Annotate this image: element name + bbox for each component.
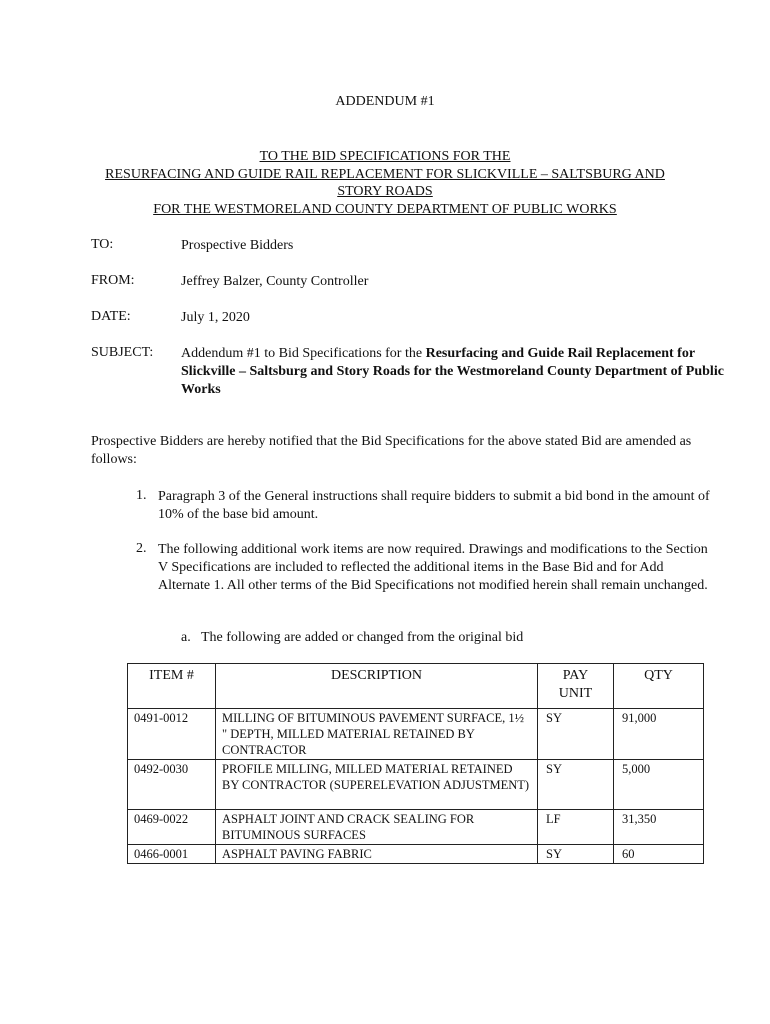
- cell-item: 0491-0012: [128, 709, 216, 760]
- cell-pay-unit: SY: [538, 845, 614, 864]
- table-row: [128, 709, 704, 760]
- subject-value: [181, 345, 726, 399]
- cell-item: 0492-0030: [128, 760, 216, 810]
- list-item-text: The following additional work items are now required. Drawings and modifications to the Section V Specifications are included to reflected the additional items in the Base Bid and for Add Alternate 1. All other terms of the Bid Specifications not modified herein shall remain unchanged.: [158, 542, 708, 593]
- cell-pay-unit: SY: [538, 760, 614, 810]
- header-pay-unit: [538, 664, 614, 709]
- intro-paragraph: Prospective Bidders are hereby notified that the Bid Specifications for the above stated Bid are amended as follows:: [91, 434, 692, 467]
- cell-item: 0469-0022: [128, 810, 216, 845]
- cell-description: ASPHALT JOINT AND CRACK SEALING FOR BITUMINOUS SURFACES: [216, 810, 538, 845]
- sub-item-text: The following are added or changed from the original bid: [200, 630, 524, 645]
- table-row: [128, 810, 704, 845]
- table-header-row: [128, 664, 704, 709]
- cell-pay-unit: SY: [538, 709, 614, 760]
- header-pay-unit-line1: PAY: [562, 668, 589, 683]
- document-heading: [0, 148, 770, 218]
- header-pay-unit-line2: UNIT: [558, 686, 593, 701]
- header-description: DESCRIPTION: [216, 664, 538, 709]
- heading-line: TO THE BID SPECIFICATIONS FOR THE: [259, 149, 511, 164]
- document-title: ADDENDUM #1: [335, 94, 435, 109]
- date-value: July 1, 2020: [181, 310, 250, 325]
- cell-qty: 60: [614, 845, 704, 864]
- table-row: [128, 845, 704, 864]
- to-value: Prospective Bidders: [181, 238, 294, 253]
- cell-item: 0466-0001: [128, 845, 216, 864]
- subject-prefix: Addendum #1 to Bid Specifications for the: [181, 346, 426, 361]
- list-item-number: 2.: [136, 541, 147, 556]
- table-row: [128, 760, 704, 810]
- cell-description: MILLING OF BITUMINOUS PAVEMENT SURFACE, 1½ " DEPTH, MILLED MATERIAL RETAINED BY CONTRACTOR: [216, 709, 538, 760]
- sub-item-letter: a.: [181, 630, 191, 645]
- header-qty: QTY: [614, 664, 704, 709]
- cell-description: ASPHALT PAVING FABRIC: [216, 845, 538, 864]
- cell-qty: 91,000: [614, 709, 704, 760]
- to-label: TO:: [91, 237, 114, 252]
- list-item-text: Paragraph 3 of the General instructions shall require bidders to submit a bid bond in the amount of 10% of the base bid amount.: [158, 489, 710, 522]
- subject-label: SUBJECT:: [91, 345, 154, 360]
- heading-line: STORY ROADS: [337, 184, 433, 199]
- heading-line: RESURFACING AND GUIDE RAIL REPLACEMENT FOR SLICKVILLE – SALTSBURG AND: [105, 166, 665, 182]
- cell-qty: 31,350: [614, 810, 704, 845]
- heading-line: FOR THE WESTMORELAND COUNTY DEPARTMENT OF PUBLIC WORKS: [153, 201, 617, 217]
- cell-qty: 5,000: [614, 760, 704, 810]
- from-label: FROM:: [91, 273, 135, 288]
- header-item: ITEM #: [128, 664, 216, 709]
- subject-bold-title: Resurfacing and Guide Rail Replacement for Slickville – Saltsburg and Story Roads for the Westmoreland County Department of Public Works: [181, 346, 724, 397]
- sub-list-item: [181, 630, 523, 646]
- cell-description: PROFILE MILLING, MILLED MATERIAL RETAINED BY CONTRACTOR (SUPERELEVATION ADJUSTMENT): [216, 760, 538, 810]
- bid-items-table: [127, 663, 704, 864]
- list-item-number: 1.: [136, 488, 147, 503]
- from-value: Jeffrey Balzer, County Controller: [181, 274, 369, 289]
- cell-pay-unit: LF: [538, 810, 614, 845]
- date-label: DATE:: [91, 309, 131, 324]
